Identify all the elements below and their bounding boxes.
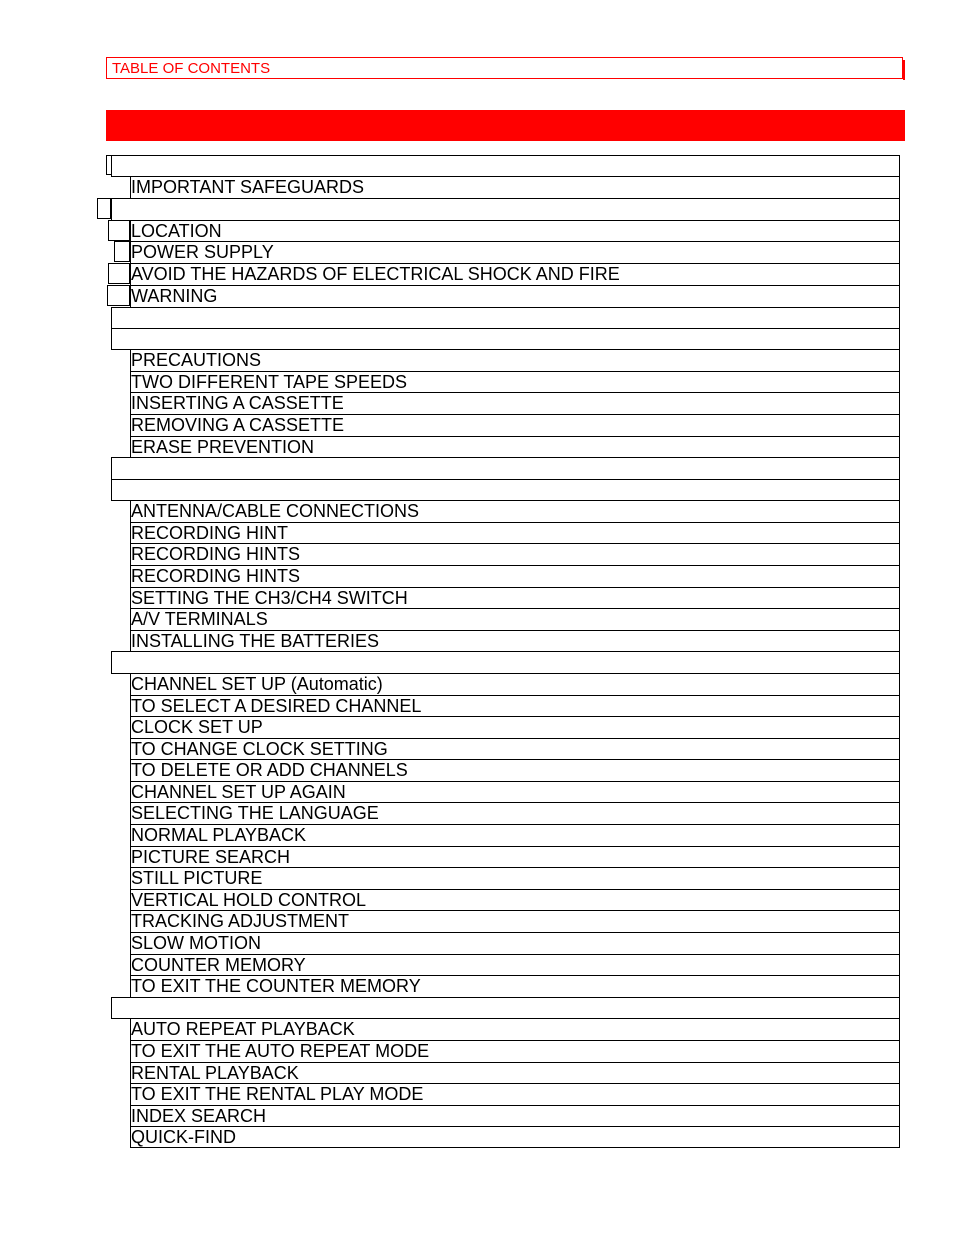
toc-entry[interactable] bbox=[130, 1083, 900, 1106]
toc-entry[interactable] bbox=[130, 371, 900, 393]
row-marker bbox=[108, 263, 130, 284]
toc-entry[interactable] bbox=[130, 846, 900, 868]
toc-entry[interactable] bbox=[130, 241, 900, 264]
toc-entry[interactable] bbox=[130, 630, 900, 652]
toc-entry[interactable] bbox=[130, 565, 900, 588]
toc-entry-label: TO EXIT THE AUTO REPEAT MODE bbox=[131, 1041, 430, 1061]
toc-entry[interactable] bbox=[130, 889, 900, 911]
toc-entry-label: TO SELECT A DESIRED CHANNEL bbox=[131, 696, 422, 716]
toc-entry-label: REMOVING A CASSETTE bbox=[131, 415, 345, 435]
toc-entry-label: RENTAL PLAYBACK bbox=[131, 1063, 299, 1083]
toc-section-row bbox=[111, 328, 900, 350]
toc-entry[interactable] bbox=[130, 932, 900, 955]
toc-entry-label: SETTING THE CH3/CH4 SWITCH bbox=[131, 588, 408, 608]
toc-entry-label: RECORDING HINTS bbox=[131, 566, 301, 586]
row-marker bbox=[108, 220, 130, 241]
toc-entry[interactable] bbox=[130, 587, 900, 609]
toc-entry[interactable] bbox=[130, 975, 900, 998]
toc-entry[interactable] bbox=[130, 802, 900, 825]
toc-entry-label: RECORDING HINT bbox=[131, 523, 288, 543]
toc-entry-label: COUNTER MEMORY bbox=[131, 955, 306, 975]
toc-entry[interactable] bbox=[130, 1018, 900, 1041]
toc-entry[interactable] bbox=[130, 867, 900, 890]
toc-section-row bbox=[111, 651, 900, 674]
toc-entry-label: CHANNEL SET UP (Automatic) bbox=[131, 674, 383, 694]
toc-entry-label: NORMAL PLAYBACK bbox=[131, 825, 307, 845]
toc-entry-label: INSTALLING THE BATTERIES bbox=[131, 631, 380, 651]
toc-entry[interactable] bbox=[130, 781, 900, 803]
toc-entry-label: RECORDING HINTS bbox=[131, 544, 301, 564]
toc-entry[interactable] bbox=[130, 673, 900, 696]
toc-entry[interactable] bbox=[130, 1126, 900, 1148]
toc-entry[interactable] bbox=[130, 263, 900, 286]
toc-entry[interactable] bbox=[130, 824, 900, 847]
toc-entry[interactable] bbox=[130, 392, 900, 415]
toc-entry-label: INSERTING A CASSETTE bbox=[131, 393, 344, 413]
toc-entry-label: PICTURE SEARCH bbox=[131, 847, 291, 867]
toc-entry[interactable] bbox=[130, 954, 900, 976]
row-marker bbox=[114, 241, 130, 262]
toc-entry-label: ERASE PREVENTION bbox=[131, 437, 315, 457]
toc-section-row bbox=[111, 198, 900, 221]
toc-entry[interactable] bbox=[130, 1062, 900, 1084]
toc-entry[interactable] bbox=[130, 759, 900, 782]
toc-entry-label: STILL PICTURE bbox=[131, 868, 263, 888]
toc-entry-label: TO EXIT THE RENTAL PLAY MODE bbox=[131, 1084, 424, 1104]
toc-header-title: TABLE OF CONTENTS bbox=[112, 60, 271, 77]
toc-entry-label: PRECAUTIONS bbox=[131, 350, 262, 370]
toc-section-row bbox=[111, 997, 900, 1019]
toc-entry-label: SLOW MOTION bbox=[131, 933, 261, 953]
toc-entry-label: TWO DIFFERENT TAPE SPEEDS bbox=[131, 372, 408, 392]
toc-entry-label: IMPORTANT SAFEGUARDS bbox=[131, 177, 365, 197]
toc-entry[interactable] bbox=[130, 500, 900, 523]
toc-entry-label: LOCATION bbox=[131, 221, 222, 241]
toc-entry-label: VERTICAL HOLD CONTROL bbox=[131, 890, 367, 910]
toc-entry-label: AUTO REPEAT PLAYBACK bbox=[131, 1019, 355, 1039]
toc-entry-label: A/V TERMINALS bbox=[131, 609, 268, 629]
toc-entry-label: SELECTING THE LANGUAGE bbox=[131, 803, 379, 823]
toc-entry[interactable] bbox=[130, 349, 900, 372]
toc-entry-label: QUICK-FIND bbox=[131, 1127, 236, 1147]
toc-entry[interactable] bbox=[130, 543, 900, 566]
toc-entry-label: ANTENNA/CABLE CONNECTIONS bbox=[131, 501, 420, 521]
toc-section-row bbox=[111, 307, 900, 329]
row-marker bbox=[97, 198, 111, 219]
row-marker bbox=[106, 155, 112, 175]
toc-section-row bbox=[111, 479, 900, 501]
toc-entry[interactable] bbox=[130, 220, 900, 242]
toc-entry-label: INDEX SEARCH bbox=[131, 1106, 267, 1126]
toc-entry[interactable] bbox=[130, 1105, 900, 1127]
toc-entry[interactable] bbox=[130, 176, 900, 199]
toc-entry[interactable] bbox=[130, 695, 900, 717]
toc-entry[interactable] bbox=[130, 1040, 900, 1063]
toc-entry-label: CHANNEL SET UP AGAIN bbox=[131, 782, 346, 802]
toc-entry[interactable] bbox=[130, 716, 900, 739]
toc-entry[interactable] bbox=[130, 436, 900, 458]
row-marker bbox=[107, 285, 130, 306]
toc-entry[interactable] bbox=[130, 414, 900, 437]
toc-entry[interactable] bbox=[130, 608, 900, 631]
toc-entry-label: AVOID THE HAZARDS OF ELECTRICAL SHOCK AND FIRE bbox=[131, 264, 620, 284]
toc-entry-label: CLOCK SET UP bbox=[131, 717, 263, 737]
toc-entry-label: TRACKING ADJUSTMENT bbox=[131, 911, 350, 931]
toc-entry[interactable] bbox=[130, 285, 900, 308]
toc-entry[interactable] bbox=[130, 738, 900, 760]
toc-entry-label: TO CHANGE CLOCK SETTING bbox=[131, 739, 388, 759]
toc-section-row bbox=[111, 457, 900, 480]
toc-entry-label: POWER SUPPLY bbox=[131, 242, 274, 262]
toc-entry-label: TO DELETE OR ADD CHANNELS bbox=[131, 760, 408, 780]
toc-section-row bbox=[111, 155, 900, 177]
toc-entry-label: TO EXIT THE COUNTER MEMORY bbox=[131, 976, 421, 996]
toc-entry[interactable] bbox=[130, 522, 900, 544]
toc-entry-label: WARNING bbox=[131, 286, 218, 306]
toc-entry[interactable] bbox=[130, 910, 900, 933]
